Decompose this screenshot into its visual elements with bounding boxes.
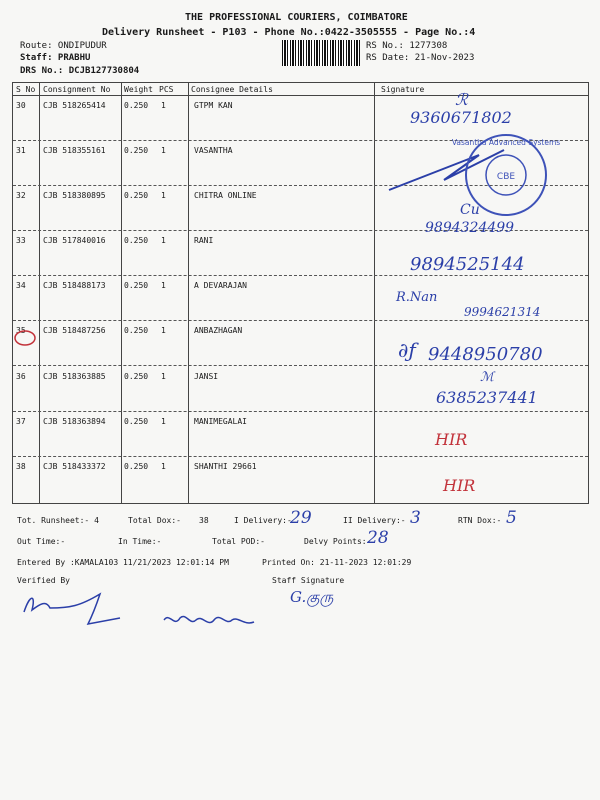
col-pcs: PCS — [159, 85, 174, 94]
rs-date: RS Date: 21-Nov-2023 — [366, 53, 475, 63]
drs-number: DRS No.: DCJB127730804 — [20, 66, 140, 76]
hir-38: HIR — [443, 476, 476, 495]
row-sno: 32 — [16, 191, 26, 200]
stamp-center-text: CBE — [496, 172, 516, 182]
runsheet-subtitle: Delivery Runsheet - P103 - Phone No.:0422-3505555 - Page No.:4 — [102, 27, 476, 38]
signature-36: ℳ — [480, 370, 494, 385]
phone-32: 9894324499 — [425, 220, 515, 236]
phone-33: 9894525144 — [410, 254, 525, 275]
row-pcs: 1 — [161, 146, 166, 155]
phone-34: 9994621314 — [464, 305, 541, 319]
row-consignment: CJB 517840016 — [43, 236, 106, 245]
rtn-dox-value: 5 — [506, 508, 517, 528]
in-time: In Time:- — [118, 537, 162, 546]
signature-35: ∂ƒ — [398, 338, 416, 362]
signature-30: ℛ — [455, 90, 468, 109]
signature-32: Cu — [460, 202, 480, 218]
row-sno: 37 — [16, 417, 26, 426]
delvy-points-value: 28 — [367, 528, 389, 548]
col-consignment: Consignment No — [43, 85, 111, 94]
row-weight: 0.250 — [124, 236, 149, 245]
staff-signature-hand: G.குரு — [290, 588, 334, 606]
second-signature — [160, 608, 260, 638]
i-delivery-label: I Delivery:- — [234, 516, 292, 525]
total-dox-value: 38 — [199, 516, 209, 525]
row-consignee: ANBAZHAGAN — [194, 326, 243, 335]
row-consignee: JANSI — [194, 372, 219, 381]
row-pcs: 1 — [161, 236, 166, 245]
printed-on: Printed On: 21-11-2023 12:01:29 — [262, 558, 412, 567]
phone-36: 6385237441 — [436, 388, 538, 407]
row-consignment: CJB 518363885 — [43, 372, 106, 381]
row-pcs: 1 — [161, 372, 166, 381]
row-sno: 38 — [16, 462, 26, 471]
row-sno: 36 — [16, 372, 26, 381]
total-pod: Total POD:- — [212, 537, 265, 546]
delvy-points-label: Delvy Points:- — [304, 537, 372, 546]
row-pcs: 1 — [161, 462, 166, 471]
verified-by-label: Verified By — [17, 576, 70, 585]
out-time: Out Time:- — [17, 537, 66, 546]
row-pcs: 1 — [161, 101, 166, 110]
row-pcs: 1 — [161, 417, 166, 426]
row-weight: 0.250 — [124, 101, 149, 110]
total-dox-label: Total Dox:- — [128, 516, 181, 525]
row-consignment: CJB 518488173 — [43, 281, 106, 290]
row-35-circle-mark — [12, 328, 38, 348]
row-consignment: CJB 518265414 — [43, 101, 106, 110]
row-weight: 0.250 — [124, 146, 149, 155]
row-consignment: CJB 518433372 — [43, 462, 106, 471]
table-row — [13, 456, 588, 501]
row-consignment: CJB 518363894 — [43, 417, 106, 426]
row-pcs: 1 — [161, 191, 166, 200]
row-pcs: 1 — [161, 281, 166, 290]
col-sno: S No — [16, 85, 36, 94]
row-consignment: CJB 518487256 — [43, 326, 106, 335]
row-consignee: VASANTHA — [194, 146, 233, 155]
row-consignee: GTPM KAN — [194, 101, 233, 110]
row-consignment: CJB 518355161 — [43, 146, 106, 155]
row-weight: 0.250 — [124, 462, 149, 471]
ii-delivery-value: 3 — [410, 508, 421, 528]
rtn-dox-label: RTN Dox:- — [458, 516, 502, 525]
row-consignment: CJB 518380895 — [43, 191, 106, 200]
barcode — [282, 40, 360, 66]
row-sno: 31 — [16, 146, 26, 155]
row-weight: 0.250 — [124, 281, 149, 290]
table-row — [13, 411, 588, 456]
col-consignee: Consignee Details — [191, 85, 273, 94]
row-weight: 0.250 — [124, 191, 149, 200]
i-delivery-value: 29 — [290, 508, 312, 528]
signature-34: R.Nan — [396, 290, 438, 305]
col-weight: Weight — [124, 85, 153, 94]
stamp-ring-text: Vasantha Advanced Systems — [451, 138, 561, 147]
phone-30: 9360671802 — [410, 108, 512, 127]
row-weight: 0.250 — [124, 326, 149, 335]
rs-number: RS No.: 1277308 — [366, 41, 448, 51]
company-title: THE PROFESSIONAL COURIERS, COIMBATORE — [185, 12, 408, 23]
row-consignee: CHITRA ONLINE — [194, 191, 257, 200]
phone-35: 9448950780 — [428, 344, 543, 365]
row-weight: 0.250 — [124, 372, 149, 381]
row-sno: 35 — [16, 326, 26, 335]
staff-label: Staff: PRABHU — [20, 53, 91, 63]
staff-signature-label: Staff Signature — [272, 576, 345, 585]
hir-37: HIR — [435, 430, 468, 449]
row-sno: 33 — [16, 236, 26, 245]
total-runsheet: Tot. Runsheet:- 4 — [17, 516, 99, 525]
row-consignee: SHANTHI 29661 — [194, 462, 257, 471]
row-consignee: A DEVARAJAN — [194, 281, 247, 290]
row-sno: 34 — [16, 281, 26, 290]
row-sno: 30 — [16, 101, 26, 110]
ii-delivery-label: II Delivery:- — [343, 516, 406, 525]
entered-by: Entered By :KAMALA103 11/21/2023 12:01:14 PM — [17, 558, 229, 567]
row-weight: 0.250 — [124, 417, 149, 426]
route-label: Route: ONDIPUDUR — [20, 41, 107, 51]
col-signature: Signature — [381, 85, 425, 94]
verified-signature — [20, 590, 130, 630]
row-pcs: 1 — [161, 326, 166, 335]
row-consignee: MANIMEGALAI — [194, 417, 247, 426]
row-consignee: RANI — [194, 236, 214, 245]
